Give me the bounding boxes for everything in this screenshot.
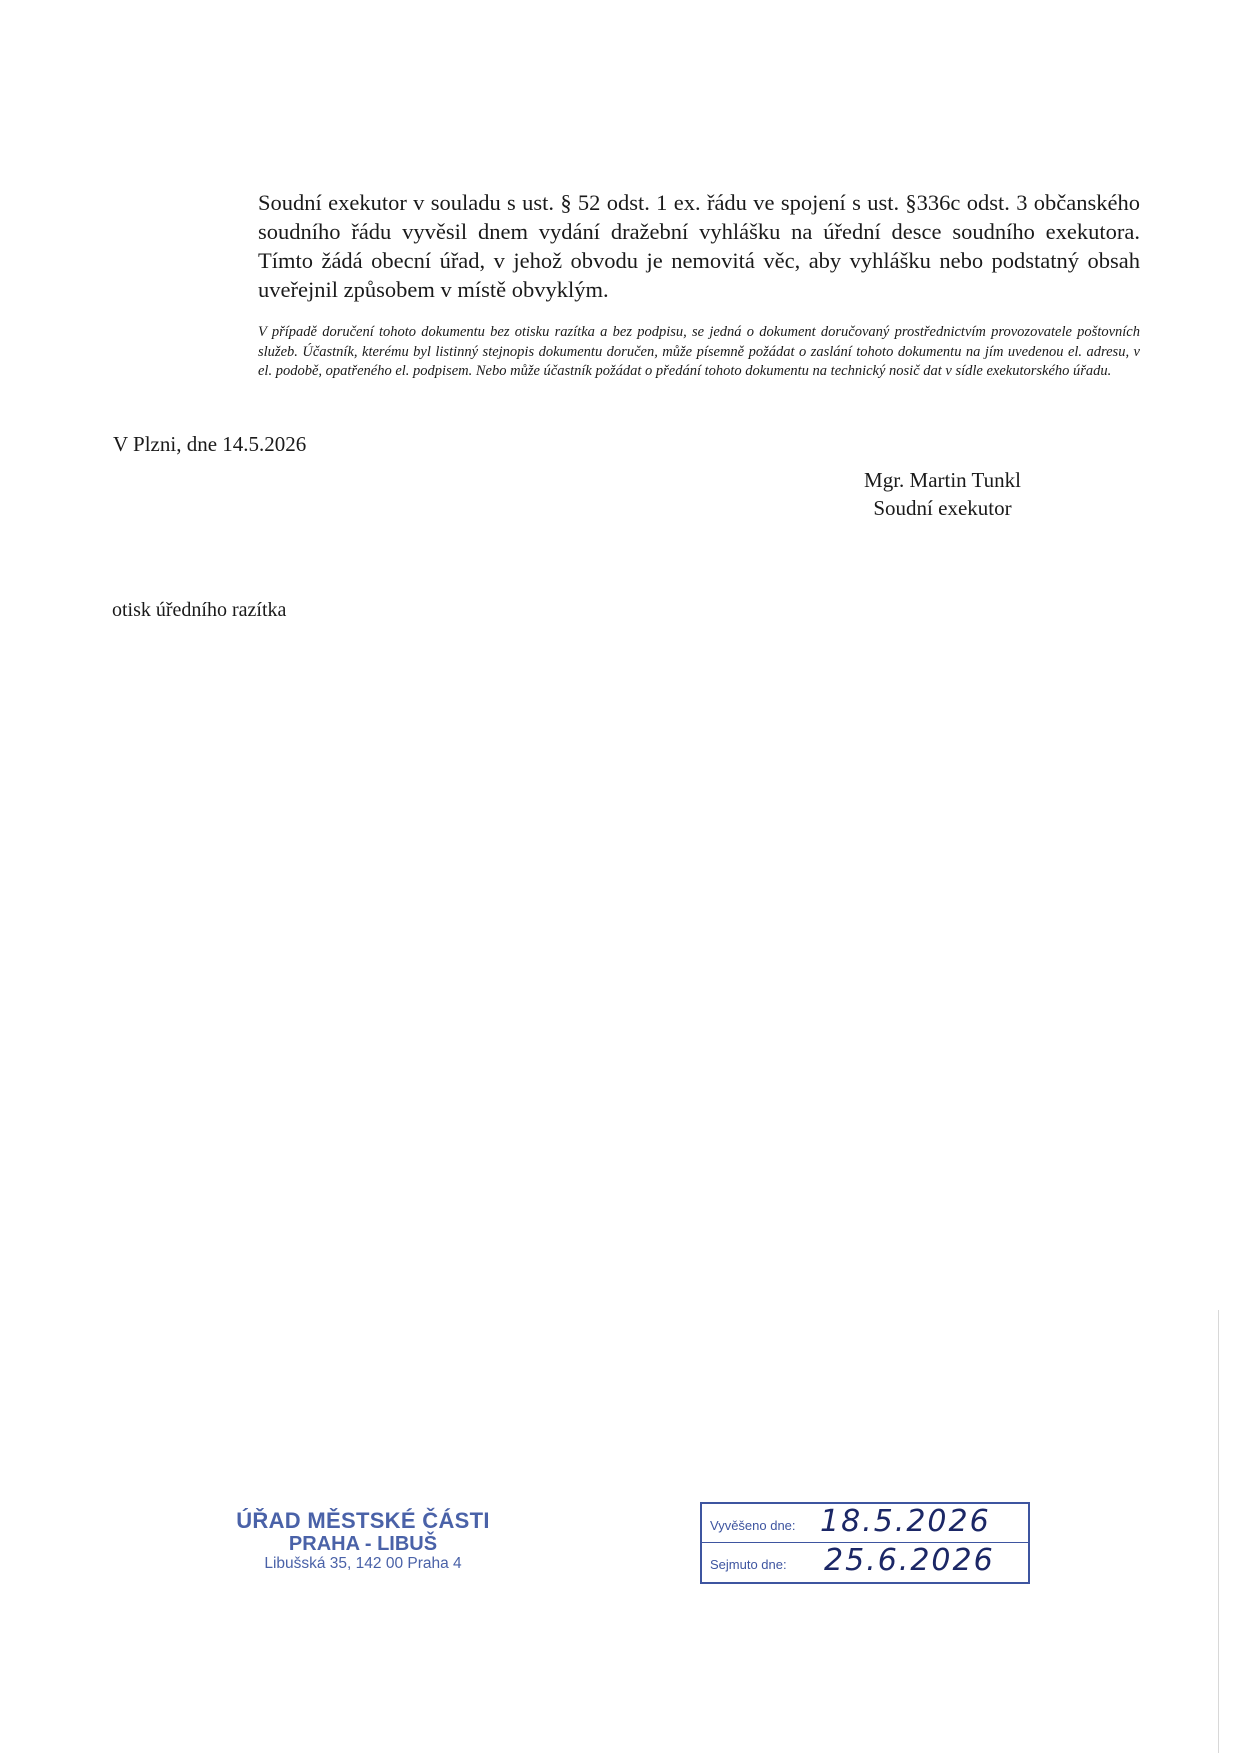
posted-date-handwritten: 18.5.2026 <box>820 1504 991 1539</box>
removed-row <box>702 1543 1028 1582</box>
office-stamp-line-2: PRAHA - LIBUŠ <box>288 1533 438 1555</box>
removed-date-handwritten: 25.6.2026 <box>824 1543 995 1578</box>
municipal-office-stamp <box>218 1508 508 1574</box>
posting-dates-stamp <box>700 1502 1030 1584</box>
posted-row <box>702 1504 1028 1543</box>
office-stamp-address: Libušská 35, 142 00 Praha 4 <box>264 1555 462 1572</box>
signature-name: Mgr. Martin Tunkl <box>864 468 1021 492</box>
signature-title: Soudní exekutor <box>873 496 1012 520</box>
scan-edge-line <box>1218 1310 1219 1753</box>
removed-label: Sejmuto dne: <box>710 1557 787 1572</box>
legal-notice-paragraph: Soudní exekutor v souladu s ust. § 52 odst. 1 ex. řádu ve spojení s ust. §336c odst. 3 občanského soudního řádu vyvěsil dnem vydání dražební vyhlášku na úřední desce soudního exekutora. Tímto žádá obecní úřad, v jehož obvodu je nemovitá věc, aby vyhlášku nebo podstatný obsah uveřejnil způsobem v místě obvyklým. <box>258 190 1140 302</box>
signature-block <box>820 466 1065 522</box>
office-stamp-line-1: ÚŘAD MĚSTSKÉ ČÁSTI <box>236 1508 490 1533</box>
place-and-date: V Plzni, dne 14.5.2026 <box>113 432 307 456</box>
official-stamp-placeholder: otisk úředního razítka <box>112 599 287 621</box>
delivery-note: V případě doručení tohoto dokumentu bez otisku razítka a bez podpisu, se jedná o dokument doručovaný prostřednictvím provozovatele poštovních služeb. Účastník, kterému byl listinný stejnopis dokumentu doručen, může písemně požádat o zaslání tohoto dokumentu na jím uvedenou el. adresu, v el. podobě, opatřeného el. podpisem. Nebo může účastník požádat o předání tohoto dokumentu na technický nosič dat v sídle exekutorského úřadu. <box>258 324 1140 379</box>
posted-label: Vyvěšeno dne: <box>710 1518 796 1533</box>
